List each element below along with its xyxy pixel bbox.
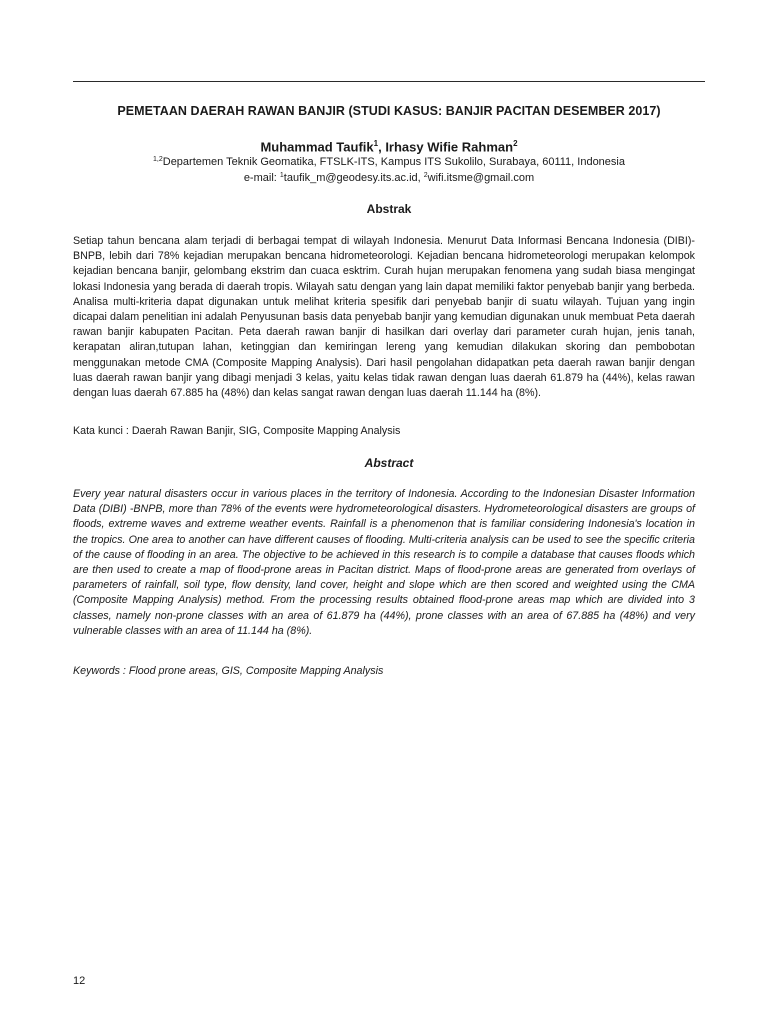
keywords: Keywords : Flood prone areas, GIS, Composite Mapping Analysis	[73, 665, 384, 677]
affiliation-text: Departemen Teknik Geomatika, FTSLK-ITS, Kampus ITS Sukolilo, Surabaya, 60111, Indonesia	[162, 156, 625, 168]
page-number: 12	[73, 975, 86, 987]
abstract-heading: Abstract	[364, 456, 414, 470]
email-1-sup: 1	[279, 172, 284, 179]
email-2-sup: 2	[423, 172, 428, 179]
author-separator: ,	[378, 139, 386, 155]
affiliation	[73, 156, 705, 168]
author-1-sup: 1	[373, 139, 379, 148]
email-line	[73, 172, 705, 184]
paper-title: PEMETAAN DAERAH RAWAN BANJIR (STUDI KASUS: BANJIR PACITAN DESEMBER 2017)	[117, 104, 661, 118]
abstrak-heading: Abstrak	[366, 202, 412, 216]
abstract-body: Every year natural disasters occur in various places in the territory of Indonesia. According to the Indonesian Disaster Information Data (DIBI) -BNPB, more than 78% of the events were hydrometeorological disasters. Hydrometeorological disasters are groups of floods, extreme waves and extreme weather events. Rainfall is a phenomenon that is familiar considering Indonesia's location in the tropics. One area to another can have different causes of flooding. Multi-criteria analysis can be used to see the specific criteria of the cause of flooding in an area. The objective to be achieved in this research is to compile a database that causes floods which are then used to create a map of flood-prone areas in Pacitan district. Maps of flood-prone areas are generated from overlays of parameters of rainfall, soil type, flow density, land cover, height and slope which are then scored and weighted using the CMA (Composite Mapping Analysis) method. From the processing results obtained flood-prone areas map which are divided into 3 classes, namely non-prone classes with an area of 61.879 ha (44%), prone classes with an area of 67.885 ha (48%) and very vulnerable classes with an area of 11.144 ha (8%).	[73, 488, 695, 637]
email-prefix: e-mail:	[243, 172, 280, 184]
email-1: taufik_m@geodesy.its.ac.id,	[283, 172, 424, 184]
author-list	[73, 139, 705, 154]
author-1-name: Muhammad Taufik	[260, 139, 374, 155]
kata-kunci: Kata kunci : Daerah Rawan Banjir, SIG, Composite Mapping Analysis	[73, 425, 401, 437]
affiliation-sup: 1,2	[153, 156, 163, 163]
author-2-name: Irhasy Wifie Rahman	[385, 139, 514, 155]
top-rule	[73, 81, 705, 82]
abstrak-body: Setiap tahun bencana alam terjadi di berbagai tempat di wilayah Indonesia. Menurut Data Informasi Bencana Indonesia (DIBI)-BNPB, lebih dari 78% kejadian merupakan bencana hidrometeorologi. Kejadian bencana hidrometeorologi merupakan kelompok kejadian bencana banjir, gelombang ekstrim dan cuaca esktrim. Curah hujan merupakan fenomena yang sudah biasa mengingat lokasi Indonesia yang berada di daerah tropis. Wilayah satu dengan yang lain dapat memiliki faktor penyebab banjir yang berbeda. Analisa multi-kriteria dapat digunakan untuk melihat kriteria spesifik dari penyebab banjir di suatu wilayah. Tujuan yang ingin dicapai dalam penelitian ini adalah Penyusunan basis data penyebab banjir yang kemudian digunakan unuk membuat Peta daerah rawan banjir kabupaten Pacitan. Peta daerah rawan banjir di hasilkan dari overlay dari parameter curah hujan, jenis tanah, kerapatan aliran,tutupan lahan, ketinggian dan kemiringan lereng yang kemudian dilakukan skoring dan pembobotan menggunakan metode CMA (Composite Mapping Analysis). Dari hasil pengolahan didapatkan peta daerah rawan banjir dengan luas daerah rawan banjir yang dibagi menjadi 3 kelas, yaitu kelas tidak rawan dengan luas daerah 61.879 ha (44%), kelas rawan dengan luas daerah 67.885 ha (48%) dan kelas sangat rawan dengan luas daerah 11.144 ha (8%).	[73, 235, 695, 400]
email-2: wifi.itsme@gmail.com	[427, 172, 535, 184]
author-2-sup: 2	[513, 139, 518, 148]
